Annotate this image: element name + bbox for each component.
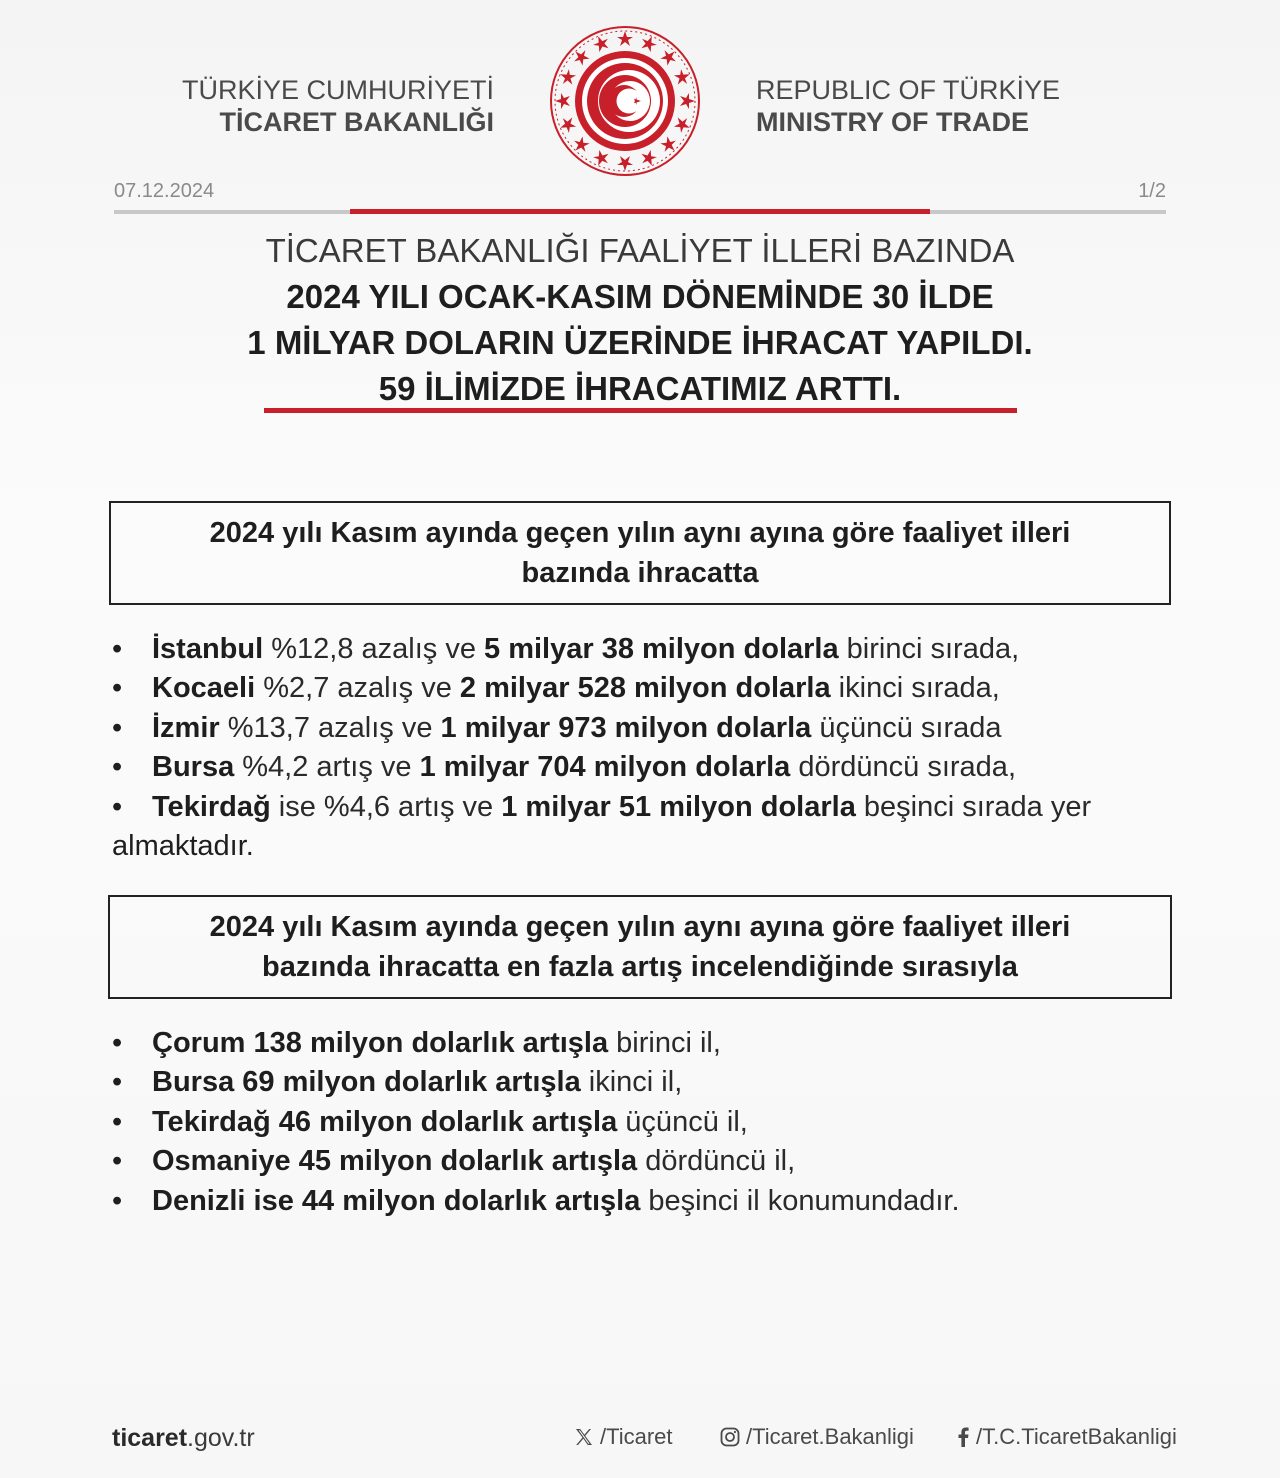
x-social-link[interactable] (574, 1424, 673, 1450)
title-line3: 1 MİLYAR DOLARIN ÜZERİNDE İHRACAT YAPILDI. (247, 324, 1033, 361)
date-label: 07.12.2024 (114, 180, 215, 202)
section1-heading-box (109, 501, 1171, 605)
list-item: • İstanbul %12,8 azalış ve 5 milyar 38 milyon dolarla birinci sırada, (112, 633, 1020, 665)
header-left-line1: TÜRKİYE CUMHURİYETİ (181, 75, 494, 105)
title-line4: 59 İLİMİZDE İHRACATIMIZ ARTTI. (378, 370, 902, 407)
section2-heading-line1: 2024 yılı Kasım ayında geçen yılın aynı ayına göre faaliyet illeri (209, 911, 1071, 943)
list-item: • Tekirdağ ise %4,6 artış ve 1 milyar 51 milyon dolarla beşinci sırada yer (112, 790, 1092, 823)
facebook-icon (956, 1427, 970, 1447)
header-right (756, 74, 1060, 138)
website-domain: .gov.tr (187, 1424, 255, 1452)
section1-heading-line1: 2024 yılı Kasım ayında geçen yılın aynı ayına göre faaliyet illeri (209, 517, 1071, 549)
list-item: • Bursa %4,2 artış ve 1 milyar 704 milyon dolarla dördüncü sırada, (112, 751, 1016, 784)
header-left (182, 74, 494, 138)
facebook-social-link[interactable] (956, 1424, 1177, 1450)
x-icon (574, 1427, 594, 1447)
list-item: • Kocaeli %2,7 azalış ve 2 milyar 528 milyon dolarla ikinci sırada, (112, 672, 1000, 705)
title-underline (264, 408, 1017, 413)
instagram-social-link[interactable] (720, 1424, 914, 1450)
ministry-seal-logo (548, 24, 702, 178)
title-line2: 2024 YILI OCAK-KASIM DÖNEMİNDE 30 İLDE (286, 278, 994, 315)
instagram-icon (720, 1427, 740, 1447)
page-title (140, 228, 1140, 412)
instagram-handle: /Ticaret.Bakanligi (746, 1424, 914, 1449)
list-item-continuation: almaktadır. (112, 830, 254, 863)
list-item: • İzmir %13,7 azalış ve 1 milyar 973 milyon dolarla üçüncü sırada (112, 711, 1002, 744)
facebook-handle: /T.C.TicaretBakanligi (976, 1424, 1177, 1449)
website-bold: ticaret (112, 1424, 188, 1452)
section2-heading-line2: bazında ihracatta en fazla artış incelendiğinde sırasıyla (262, 951, 1018, 983)
list-item: • Çorum 138 milyon dolarlık artışla birinci il, (112, 1027, 721, 1059)
section2-list (112, 1024, 1192, 1221)
header-left-line2: TİCARET BAKANLIĞI (219, 107, 494, 137)
list-item: • Denizli ise 44 milyon dolarlık artışla beşinci il konumundadır. (112, 1184, 960, 1217)
list-item: • Osmaniye 45 milyon dolarlık artışla dördüncü il, (112, 1145, 796, 1178)
divider-red (350, 209, 930, 214)
title-line1: TİCARET BAKANLIĞI FAALİYET İLLERİ BAZINDA (265, 232, 1015, 269)
website-link[interactable] (112, 1424, 255, 1453)
page-number: 1/2 (1138, 180, 1166, 202)
x-handle: /Ticaret (600, 1424, 673, 1449)
header-right-line2: MINISTRY OF TRADE (756, 107, 1030, 137)
section1-heading-line2: bazında ihracatta (521, 557, 759, 589)
section1-list (112, 630, 1192, 866)
list-item: • Bursa 69 milyon dolarlık artışla ikinci il, (112, 1066, 683, 1099)
header-right-line1: REPUBLIC OF TÜRKİYE (756, 75, 1061, 105)
list-item: • Tekirdağ 46 milyon dolarlık artışla üçüncü il, (112, 1105, 748, 1138)
section2-heading-box (108, 895, 1172, 999)
